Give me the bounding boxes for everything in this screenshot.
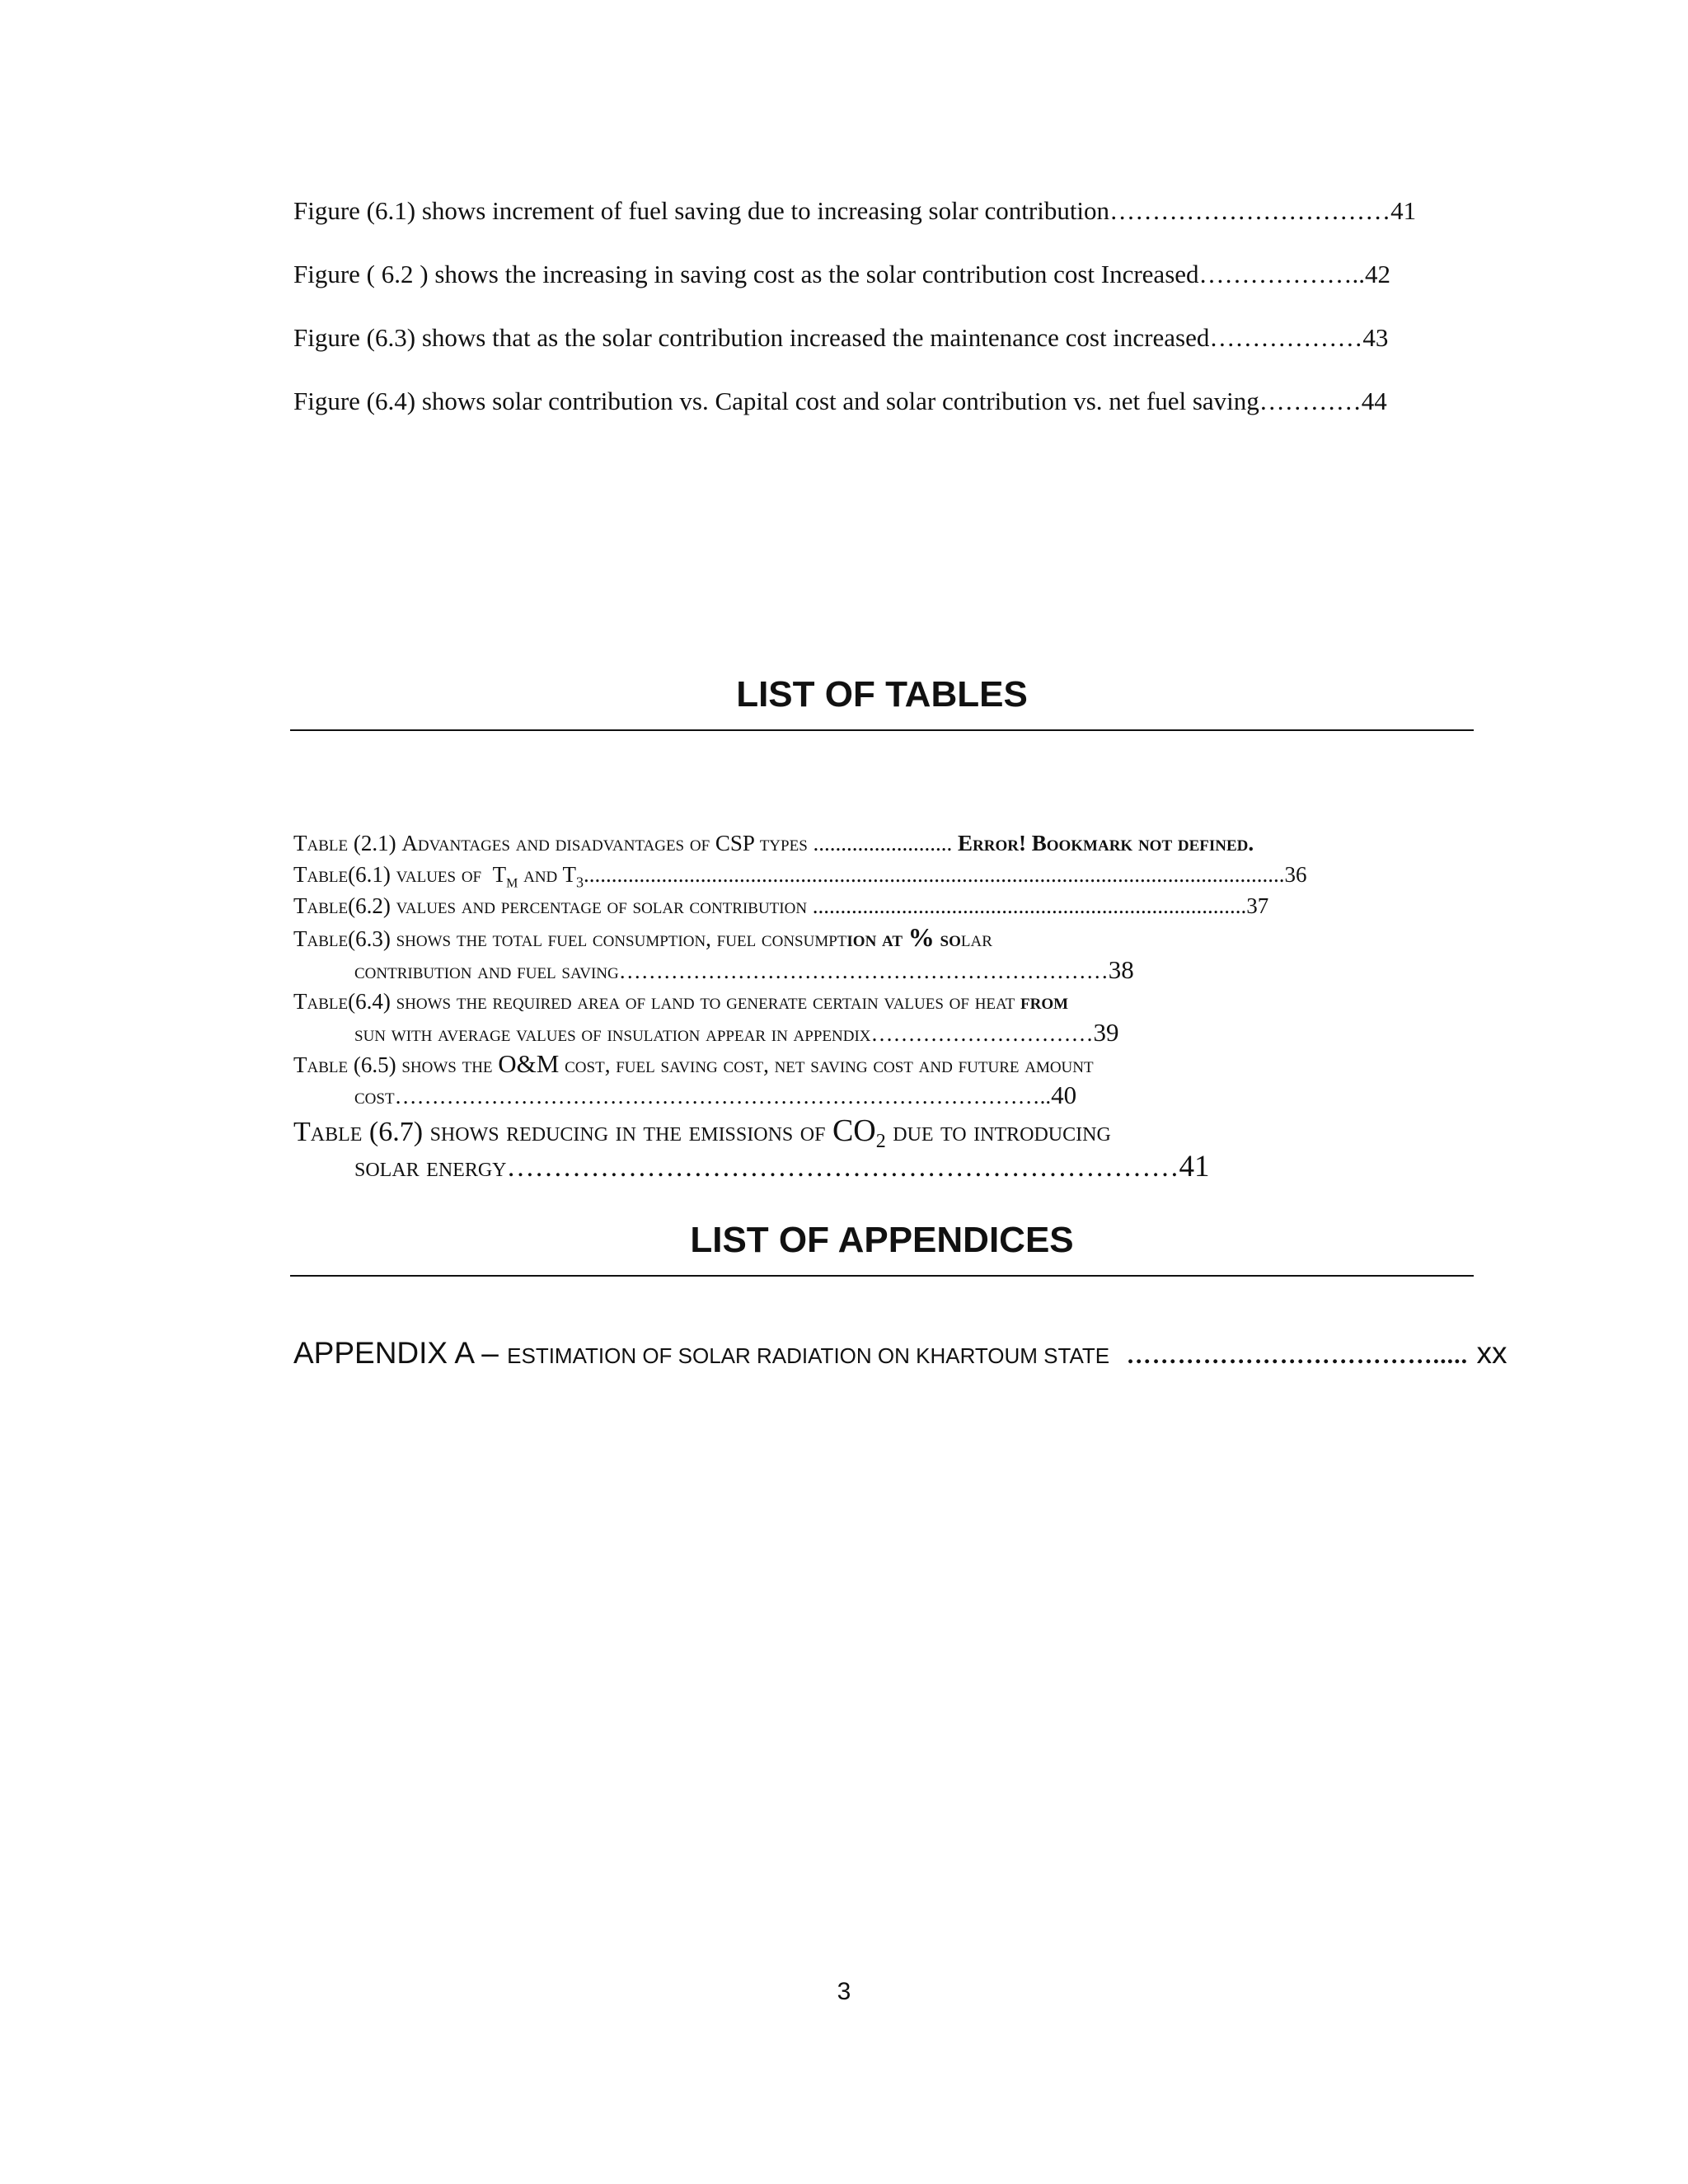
page-ref: 36	[1284, 862, 1307, 887]
table-entry-text: cost	[354, 1084, 395, 1108]
figure-entry[interactable]	[293, 323, 1388, 353]
table-entry-continuation[interactable]	[354, 1080, 1076, 1111]
table-label: Table(6.3)	[293, 926, 391, 951]
page-ref: xx	[1476, 1336, 1507, 1370]
page-ref: 38	[1108, 955, 1134, 984]
appendix-title: ESTIMATION OF SOLAR RADIATION ON KHARTOUM STATE	[507, 1343, 1110, 1368]
figure-entry[interactable]	[293, 260, 1390, 289]
leader-dots: ..............................................................................	[812, 893, 1247, 918]
leader-dots: …………………………………………………………	[618, 958, 1109, 983]
figure-entry-text: Figure (6.1) shows increment of fuel saving due to increasing solar contribution	[293, 196, 1110, 225]
leader-dots: ……………………………….....	[1126, 1342, 1469, 1369]
table-entry-text: shows the total fuel consumption, fuel consumpt	[396, 926, 847, 951]
table-entry-text: contribution and fuel saving	[354, 958, 619, 983]
leader-dots: ..............................................................................................................................	[584, 862, 1285, 887]
subscript: 2	[875, 1130, 886, 1152]
table-label: Table (2.1)	[293, 831, 396, 855]
table-entry-text: Advantages and disadvantages of CSP types	[401, 831, 808, 855]
table-entry[interactable]	[293, 987, 1068, 1016]
appendix-entry[interactable]	[293, 1335, 1507, 1374]
leader-dots: .........................	[813, 831, 953, 855]
table-label: Table(6.2)	[293, 893, 391, 918]
page-ref: 40	[1051, 1080, 1077, 1109]
symbol-t: T	[562, 862, 577, 887]
table-label: Table(6.4)	[293, 989, 391, 1014]
page-ref: 37	[1246, 893, 1269, 918]
page-ref: 42	[1365, 260, 1391, 288]
leader-dots: …………	[1259, 387, 1362, 415]
table-entry-text: shows the required area of land to generate certain values of heat	[396, 989, 1015, 1014]
figure-entry-text: Figure ( 6.2 ) shows the increasing in saving cost as the solar contribution cost Increased	[293, 260, 1199, 288]
table-entry-text: sun with average values of insulation appear in appendix	[354, 1021, 871, 1046]
leader-dots: ………………………………………………………………	[506, 1152, 1179, 1183]
om-abbrev: O&M	[498, 1049, 560, 1078]
table-entry-text: lar	[960, 926, 992, 951]
leader-dots: ………………	[1209, 323, 1363, 352]
page-number: 3	[837, 1978, 851, 2005]
table-entry-continuation[interactable]	[354, 1149, 1210, 1186]
table-entry-continuation[interactable]	[354, 1018, 1119, 1048]
table-entry-text: cost, fuel saving cost, net saving cost and future amount	[565, 1052, 1094, 1077]
table-label: Table (6.7)	[293, 1117, 424, 1147]
figure-entry[interactable]	[293, 387, 1387, 416]
leader-dots: ………………..	[1198, 260, 1366, 288]
table-entry[interactable]	[293, 1049, 1094, 1080]
tables-heading: LIST OF TABLES	[736, 674, 1028, 715]
table-entry-text: solar energy	[354, 1152, 507, 1183]
table-label: Table(6.1)	[293, 862, 391, 887]
percent-sign: %	[907, 922, 935, 952]
table-entry[interactable]	[293, 891, 1268, 921]
heading-rule	[290, 1275, 1474, 1277]
table-entry-text-bold: from	[1020, 989, 1069, 1014]
table-entry-text: values and percentage of solar contribution	[396, 893, 808, 918]
appendix-label: APPENDIX A –	[293, 1336, 499, 1370]
figure-entry-text: Figure (6.3) shows that as the solar contribution increased the maintenance cost increased	[293, 323, 1210, 352]
subscript: M	[506, 876, 518, 891]
appendices-heading: LIST OF APPENDICES	[690, 1220, 1074, 1260]
error-message: Error! Bookmark not defined.	[958, 831, 1254, 855]
table-entry-text: shows reducing in the emissions of	[429, 1117, 826, 1147]
page-ref: 41	[1390, 196, 1417, 225]
heading-rule	[290, 729, 1474, 731]
figure-entry-text: Figure (6.4) shows solar contribution vs. Capital cost and solar contribution vs. net fuel saving	[293, 387, 1259, 415]
table-entry-text-bold: ion at	[846, 926, 903, 951]
table-label: Table (6.5)	[293, 1052, 396, 1077]
page-ref: 44	[1361, 387, 1387, 415]
table-entry-text: values of	[396, 862, 482, 887]
table-entry-text: shows the	[401, 1052, 493, 1077]
leader-dots: ……………………………………………………………………………..	[394, 1084, 1052, 1108]
leader-dots: ……………………………	[1109, 196, 1391, 225]
table-entry[interactable]	[293, 828, 1254, 858]
table-entry-text: and	[523, 862, 558, 887]
symbol-t: T	[492, 862, 507, 887]
figure-entry[interactable]	[293, 196, 1416, 226]
table-entry-text-bold: so	[940, 926, 961, 951]
leader-dots: …………………………	[870, 1021, 1094, 1046]
subscript: 3	[576, 874, 584, 891]
table-entry-continuation[interactable]	[354, 955, 1134, 986]
table-entry-text: due to introducing	[893, 1117, 1111, 1147]
co2-formula: CO	[832, 1113, 876, 1148]
page-ref: 43	[1362, 323, 1389, 352]
page-ref: 39	[1093, 1018, 1119, 1047]
table-entry[interactable]	[293, 922, 992, 954]
page-ref: 41	[1179, 1150, 1210, 1183]
